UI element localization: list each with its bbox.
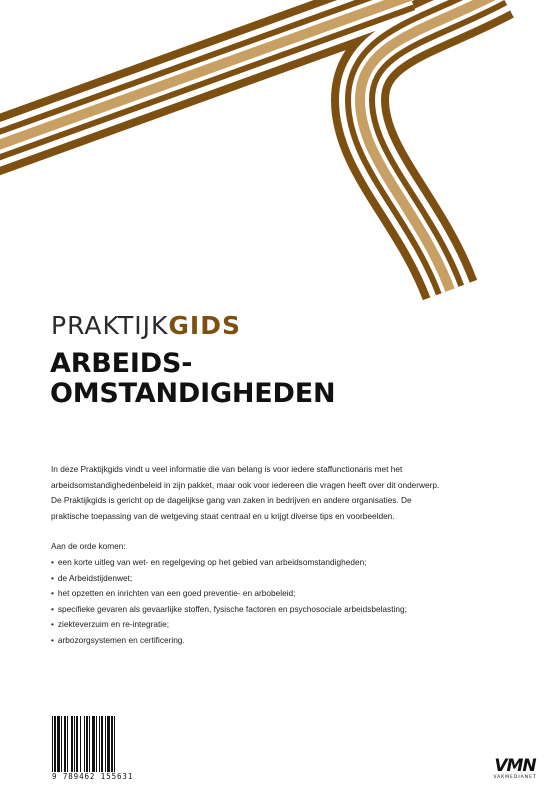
- publisher-logo-subtitle: VAKMEDIANET: [493, 775, 537, 780]
- barcode-bar: [71, 716, 73, 772]
- book-title-line2: OMSTANDIGHEDEN: [50, 378, 336, 409]
- barcode-bar: [84, 716, 85, 772]
- barcode-bar: [67, 716, 68, 772]
- barcode-bar: [92, 716, 95, 772]
- list-item: • specifieke gevaren als gevaarlijke stoffen, fysische factoren en psychosociale arbeidsbelasting;: [51, 602, 446, 618]
- list-item: • het opzetten en inrichten van een goed preventie- en arbobeleid;: [51, 586, 446, 602]
- barcode-bar: [61, 716, 62, 772]
- barcode-bar: [52, 716, 53, 772]
- barcode-bar: [101, 716, 103, 772]
- decorative-stripes: [0, 0, 551, 300]
- publisher-logo-mark: VMN: [494, 756, 536, 776]
- series-title: [51, 311, 241, 341]
- topics-list: [51, 555, 446, 649]
- series-title-part2: GIDS: [168, 311, 241, 340]
- back-cover-text: [51, 462, 446, 649]
- list-heading: Aan de orde komen:: [51, 541, 126, 552]
- barcode-bar: [80, 716, 81, 772]
- barcode-bar: [107, 716, 110, 772]
- list-item: • arbozorgsystemen en certificering.: [51, 633, 446, 649]
- barcode-bar: [86, 716, 88, 772]
- barcode-bar: [105, 716, 106, 772]
- publisher-logo: [487, 757, 543, 787]
- list-item: • de Arbeidstijdenwet;: [51, 571, 446, 587]
- barcode-bar: [76, 716, 78, 772]
- intro-paragraph: In deze Praktijkgids vindt u veel informatie die van belang is voor iedere staffunctionaris met het arbeidsomstandighedenbeleid in zijn pakket, maar ook voor iedereen die vragen heeft over dit onderwerp. De Praktijkgids is gericht op de dagelijkse gang van zaken in bedrijven en andere organisaties. De praktische toepassing van de wetgeving staat centraal en u krijgt diverse tips en voorbeelden.: [51, 464, 440, 521]
- barcode-bar: [114, 716, 115, 772]
- barcode-bar: [99, 716, 100, 772]
- barcode-bars: [52, 716, 144, 772]
- barcode-bar: [57, 716, 60, 772]
- barcode-bar: [74, 716, 75, 772]
- barcode-bar: [96, 716, 97, 772]
- barcode-bar: [89, 716, 90, 772]
- book-title: [50, 349, 335, 409]
- barcode-bar: [54, 716, 56, 772]
- barcode-bar: [111, 716, 113, 772]
- isbn-number: 9 789462 155631: [52, 772, 134, 781]
- list-item: • ziekteverzuim en re-integratie;: [51, 617, 446, 633]
- list-item: • een korte uitleg van wet- en regelgeving op het gebied van arbeidsomstandigheden;: [51, 555, 446, 571]
- series-title-part1: PRAKTIJK: [51, 311, 169, 340]
- barcode-bar: [64, 716, 66, 772]
- book-title-line1: ARBEIDS-: [50, 348, 193, 379]
